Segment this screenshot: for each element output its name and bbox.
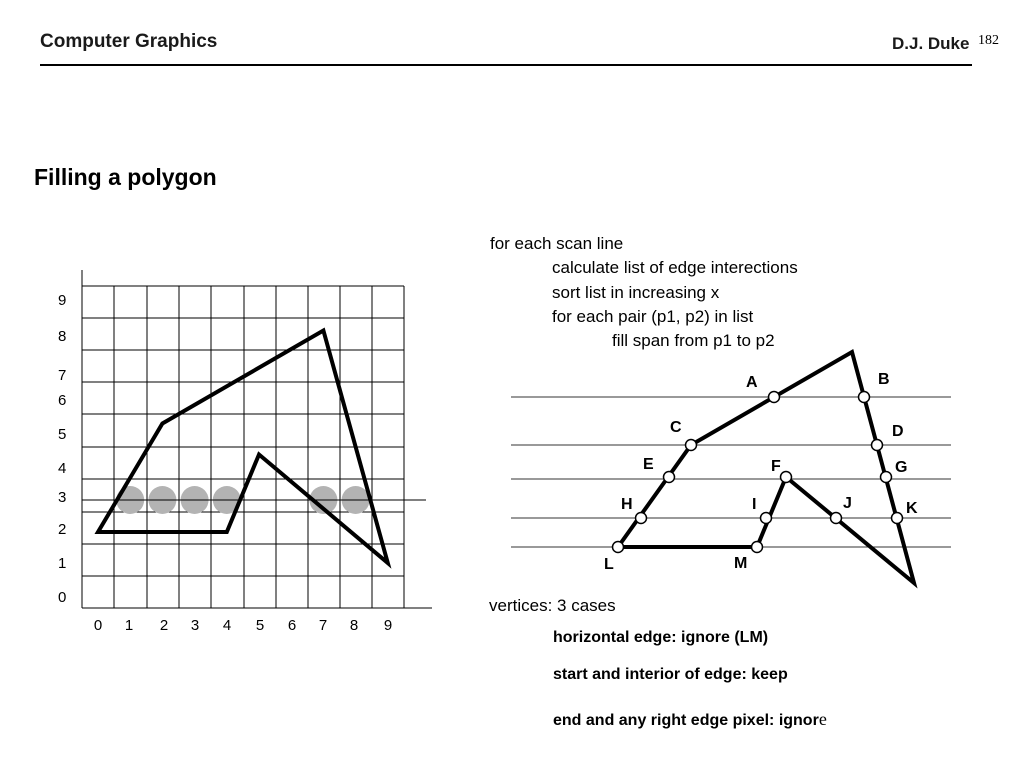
y-axis-labels [58, 292, 66, 606]
y-label-4: 4 [58, 460, 67, 477]
point-label-j: J [843, 495, 852, 512]
point-label-i: I [752, 496, 757, 513]
point-label-g: G [895, 459, 908, 476]
point-label-d: D [892, 423, 904, 440]
intersection-point-d [872, 440, 883, 451]
intersection-point-b [859, 392, 870, 403]
vertex-case-3-text: end and any right edge pixel: ignor [553, 712, 819, 729]
vertex-case-2: start and interior of edge: keep [553, 666, 788, 683]
algorithm-line-2: calculate list of edge interections [552, 258, 798, 277]
y-label-7: 7 [58, 367, 67, 384]
vertex-case-3 [553, 709, 827, 730]
x-label-8: 8 [349, 617, 359, 634]
vertices-heading: vertices: 3 cases [489, 596, 616, 615]
vertex-case-3-tail: e [818, 709, 827, 729]
point-label-l: L [604, 556, 614, 573]
slide-title: Filling a polygon [34, 164, 217, 190]
y-label-9: 9 [58, 292, 67, 309]
intersection-point-f [781, 472, 792, 483]
x-label-1: 1 [124, 617, 134, 634]
point-label-k: K [906, 500, 918, 517]
point-label-f: F [771, 458, 781, 475]
algorithm-line-1: for each scan line [490, 234, 624, 253]
x-label-2: 2 [159, 617, 169, 634]
intersection-point-a [769, 392, 780, 403]
point-label-c: C [670, 419, 682, 436]
y-label-3: 3 [58, 489, 67, 506]
x-label-3: 3 [190, 617, 200, 634]
intersection-point-l [613, 542, 624, 553]
intersection-point-g [881, 472, 892, 483]
x-label-7: 7 [318, 617, 328, 634]
author-name: D.J. Duke [892, 34, 970, 53]
intersection-point-c [686, 440, 697, 451]
scan-line-figure [511, 352, 951, 583]
y-label-5: 5 [58, 426, 67, 443]
x-label-4: 4 [222, 617, 232, 634]
point-label-e: E [643, 456, 654, 473]
x-label-9: 9 [383, 617, 393, 634]
x-label-0: 0 [93, 617, 103, 634]
algorithm-line-5: fill span from p1 to p2 [612, 331, 775, 350]
intersection-point-k [892, 513, 903, 524]
x-label-5: 5 [255, 617, 265, 634]
x-label-6: 6 [287, 617, 297, 634]
point-label-a: A [746, 374, 758, 391]
intersection-point-j [831, 513, 842, 524]
y-label-0: 0 [58, 589, 67, 606]
intersection-point-e [664, 472, 675, 483]
x-axis-labels [94, 617, 392, 634]
point-label-m: M [734, 555, 748, 572]
algorithm-line-3: sort list in increasing x [552, 283, 720, 302]
course-title: Computer Graphics [40, 31, 218, 52]
intersection-point-i [761, 513, 772, 524]
y-label-2: 2 [58, 521, 67, 538]
page-number: 182 [978, 33, 999, 48]
scan-polygon-outline [618, 352, 914, 583]
vertex-case-1: horizontal edge: ignore (LM) [553, 629, 769, 646]
algorithm-line-4: for each pair (p1, p2) in list [552, 307, 754, 326]
intersection-point-h [636, 513, 647, 524]
point-label-h: H [621, 496, 633, 513]
intersection-point-m [752, 542, 763, 553]
y-label-6: 6 [58, 392, 67, 409]
point-label-b: B [878, 371, 890, 388]
y-label-8: 8 [58, 328, 67, 345]
y-label-1: 1 [58, 555, 67, 572]
